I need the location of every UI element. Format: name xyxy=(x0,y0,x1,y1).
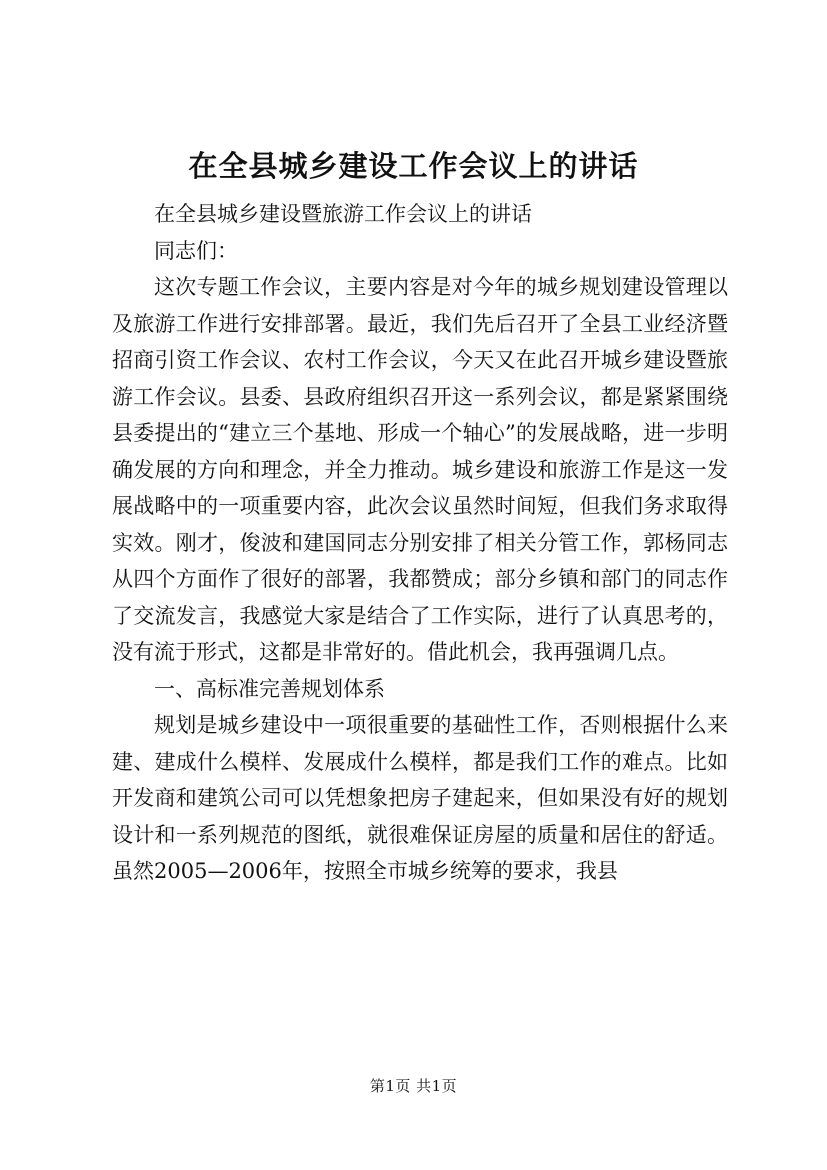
body-paragraph-intro: 这次专题工作会议，主要内容是对今年的城乡规划建设管理以及旅游工作进行安排部署。最近，我们先后召开了全县工业经济暨招商引资工作会议、农村工作会议，今天又在此召开城乡建设暨旅游工作会议。县委、县政府组织召开这一系列会议，都是紧紧围绕县委提出的“建立三个基地、形成一个轴心”的发展战略，进一步明确发展的方向和理念，并全力推动。城乡建设和旅游工作是这一发展战略中的一项重要内容，此次会议虽然时间短，但我们务求取得实效。刚才，俊波和建国同志分别安排了相关分管工作，郭杨同志从四个方面作了很好的部署，我都赞成；部分乡镇和部门的同志作了交流发言，我感觉大家是结合了工作实际，进行了认真思考的，没有流于形式，这都是非常好的。借此机会，我再强调几点。 xyxy=(112,275,728,664)
body-paragraph-subtitle: 在全县城乡建设暨旅游工作会议上的讲话 xyxy=(154,202,532,226)
body-paragraph-heading-1: 一、高标准完善规划体系 xyxy=(154,676,385,701)
body-paragraph-planning: 规划是城乡建设中一项很重要的基础性工作，否则根据什么来建、建成什么模样、发展成什么模样，都是我们工作的难点。比如开发商和建筑公司可以凭想象把房子建起来，但如果没有好的规划设计和一系列规范的图纸，就很难保证房屋的质量和居住的舒适。虽然2005—2006年，按照全市城乡统筹的要求，我县 xyxy=(112,713,728,883)
document-title: 在全县城乡建设工作会议上的讲话 xyxy=(188,149,639,183)
document-body xyxy=(112,196,728,890)
page-footer: 第1页 共1页 xyxy=(369,1077,458,1095)
body-paragraph-salutation: 同志们： xyxy=(154,238,238,263)
